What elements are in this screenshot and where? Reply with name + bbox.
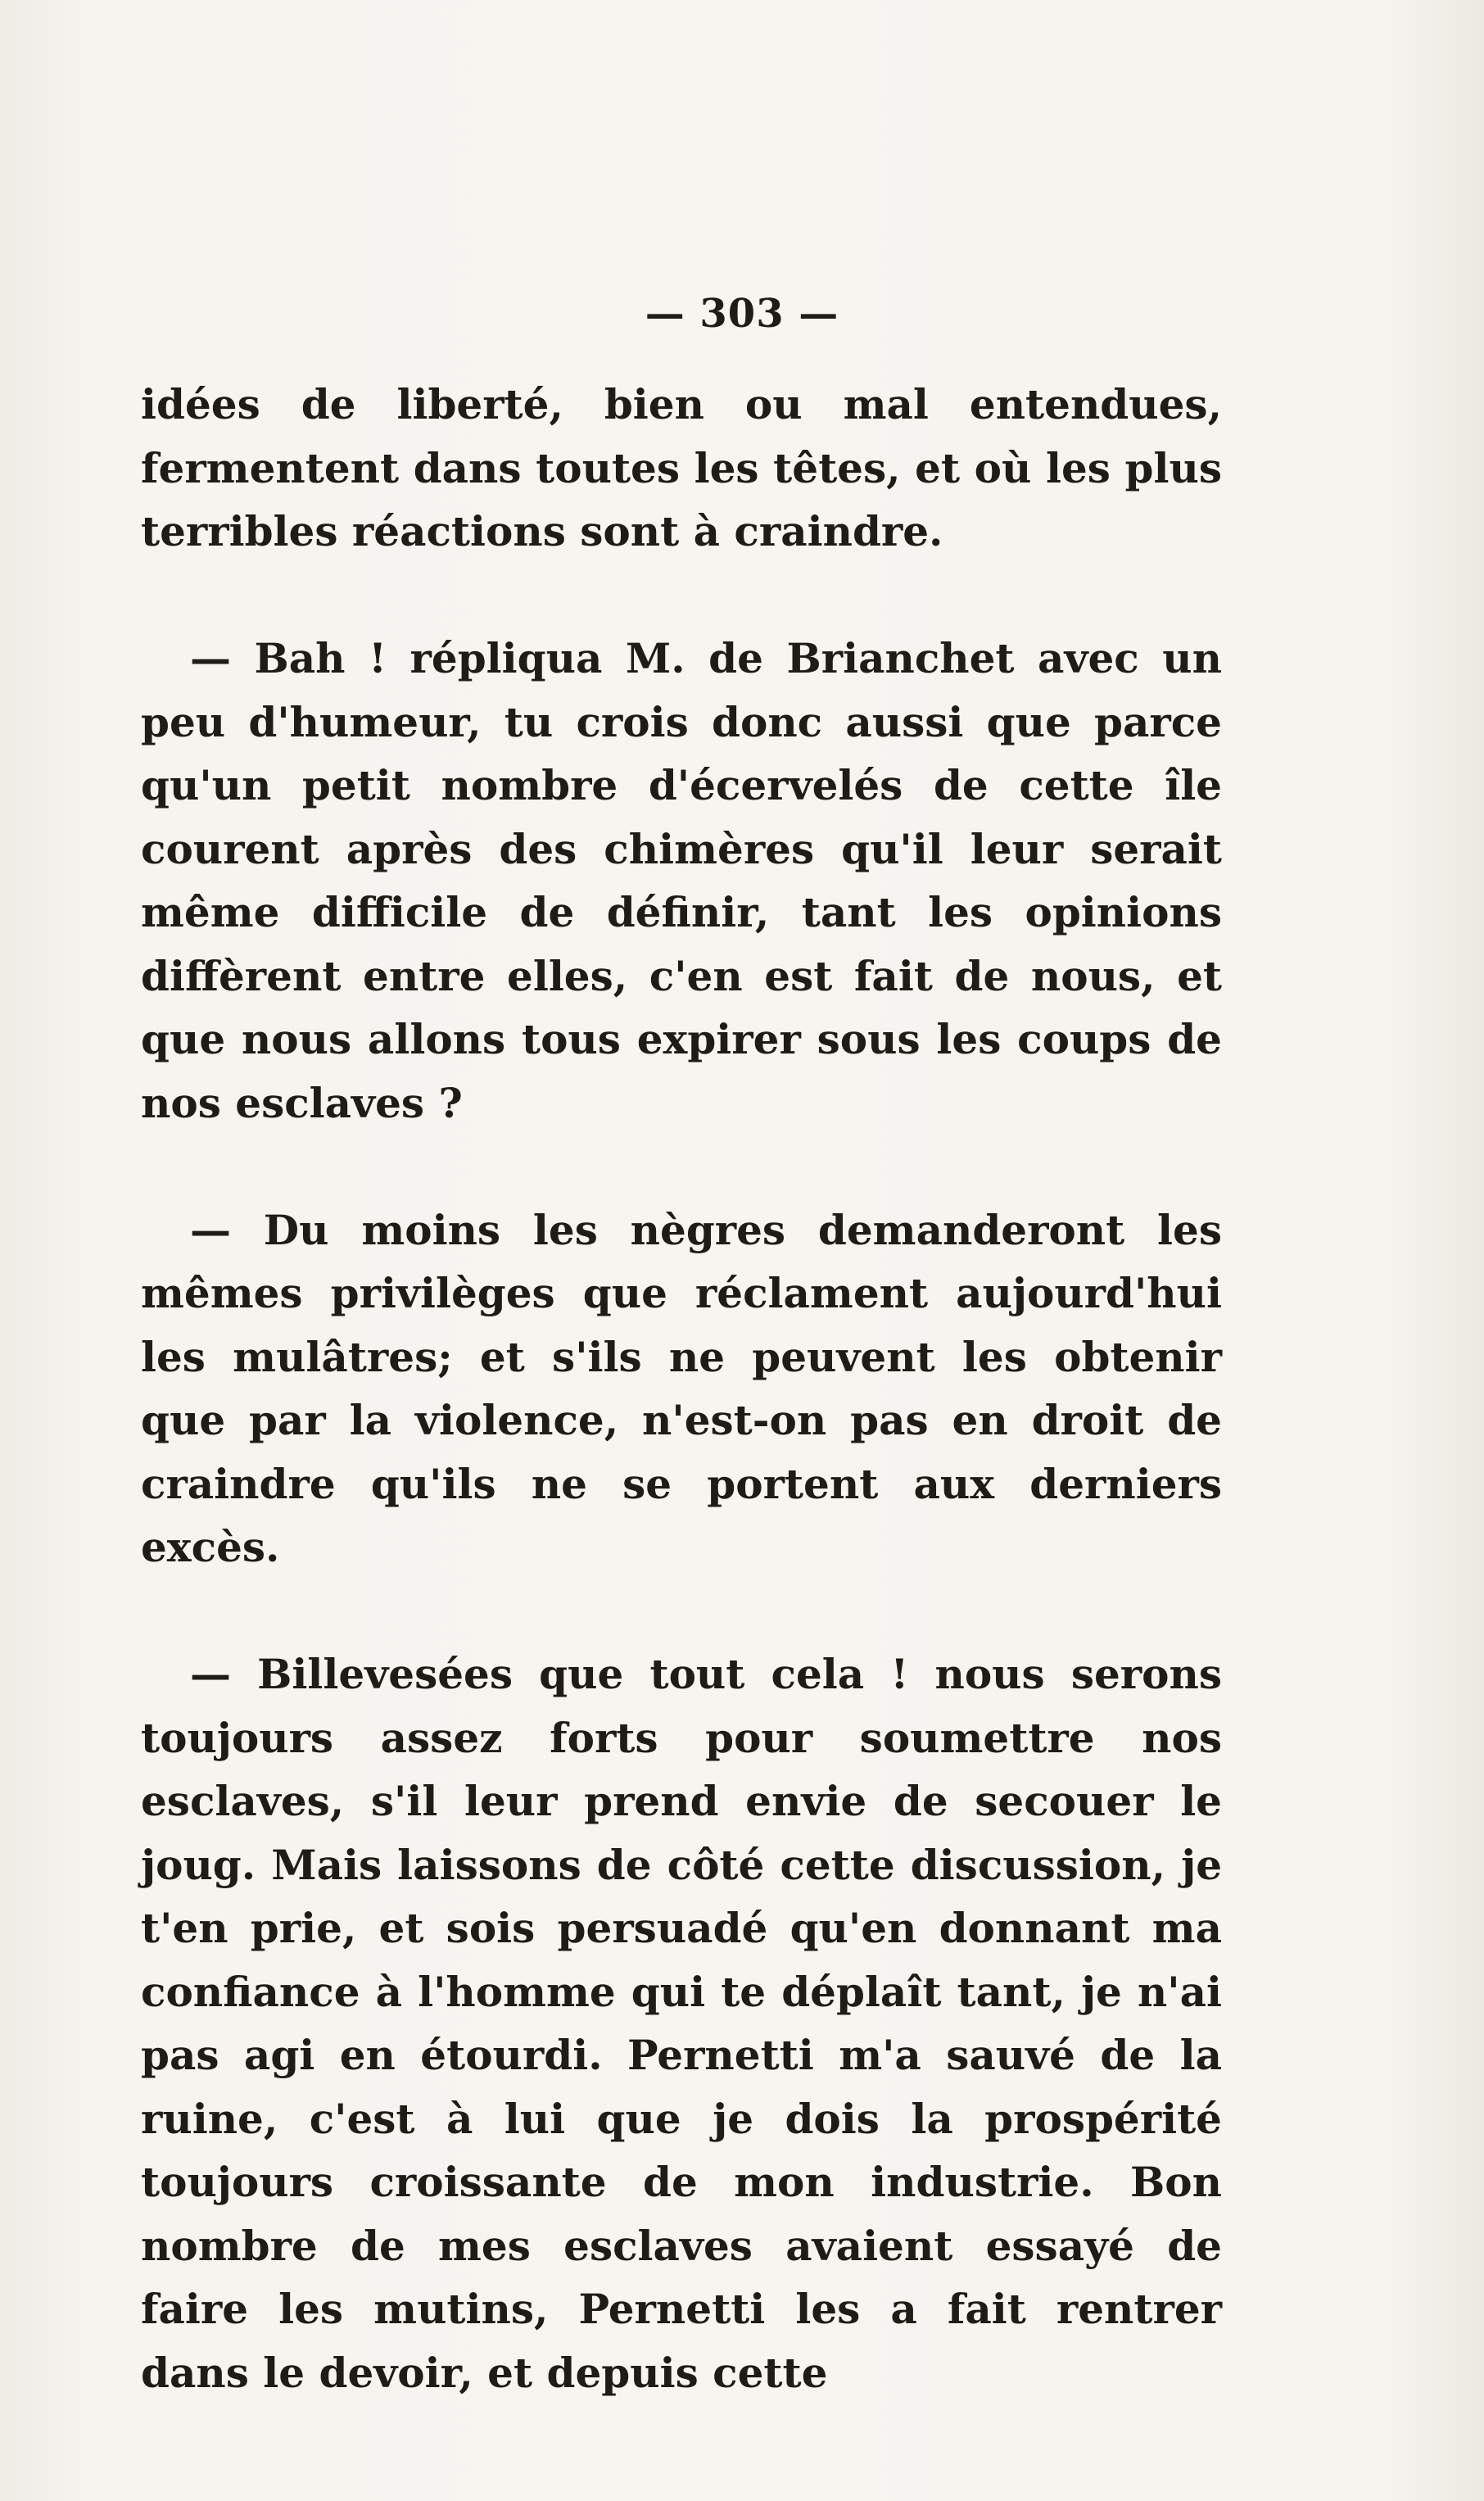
paragraph-gap [141,1135,1222,1198]
paragraph-1: idées de liberté, bien ou mal entendues, fermentent dans toutes les têtes, et où les plus terribles réactions sont à craindre. [141,380,1222,555]
paragraph-4: — Billevesées que tout cela ! nous serons toujours assez forts pour soumettre nos esclaves, s'il leur prend envie de secouer le joug. Mais laissons de côté cette discussion, je t'en prie, et sois persuadé qu'en donnant ma confiance à l'homme qui te déplaît tant, je n'ai pas agi en étourdi. Pernetti m'a sauvé de la ruine, c'est à lui que je dois la prospérité toujours croissante de mon industrie. Bon nombre de mes esclaves avaient essayé de faire les mutins, Pernetti les a fait rentrer dans le devoir, et depuis cette [141,1650,1222,2397]
body-text [141,373,1222,2404]
page-number: — 303 — [645,291,839,337]
paragraph-3: — Du moins les nègres demanderont les mêmes privilèges que réclament aujourd'hui les mulâtres; et s'ils ne peuvent les obtenir que par la violence, n'est-on pas en droit de craindre qu'ils ne se portent aux derniers excès. [141,1205,1222,1571]
paragraph-gap [141,564,1222,628]
paragraph-2: — Bah ! répliqua M. de Brianchet avec un peu d'humeur, tu crois donc aussi que parce qu'un petit nombre d'écervelés de cette île courent après des chimères qu'il leur serait même difficile de définir, tant les opinions diffèrent entre elles, c'en est fait de nous, et que nous allons tous expirer sous les coups de nos esclaves ? [141,634,1222,1127]
paragraph-gap [141,1579,1222,1643]
